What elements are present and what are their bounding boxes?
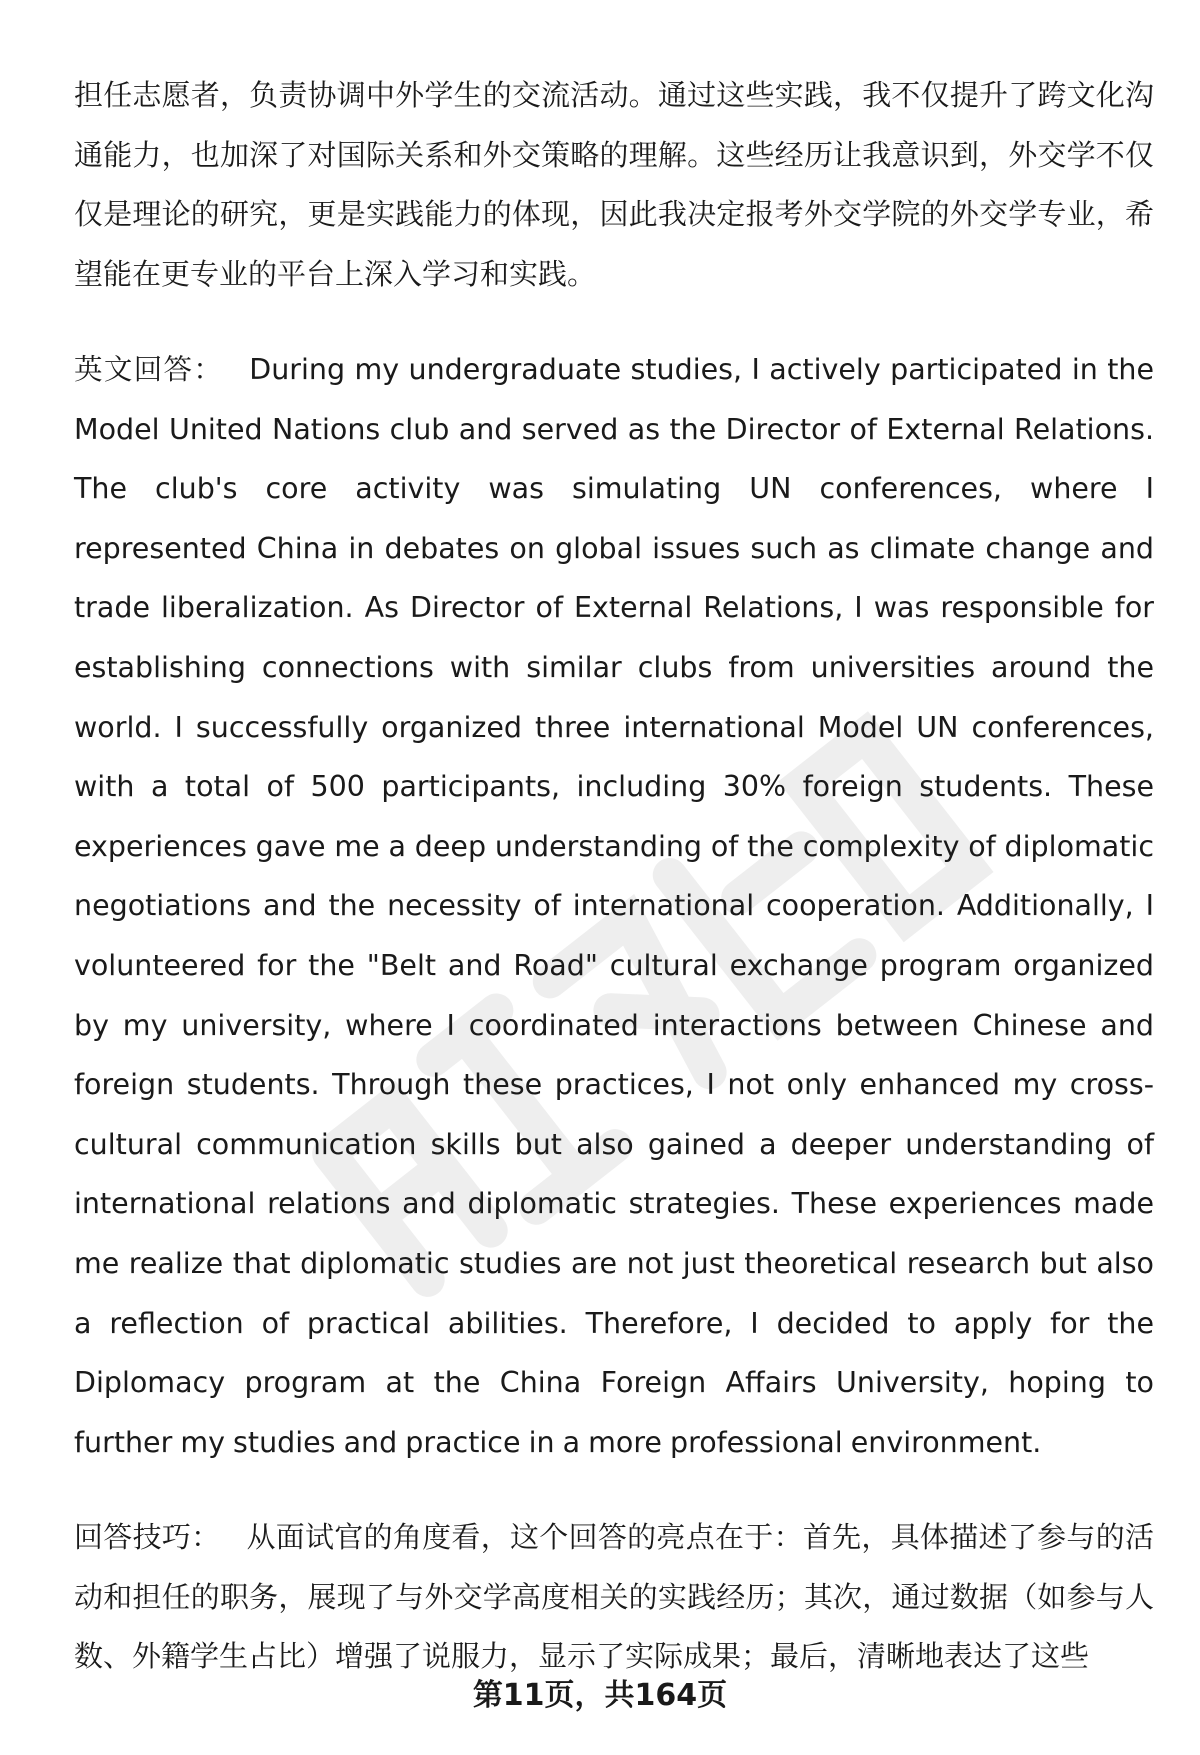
english-answer-label: 英文回答： — [74, 353, 224, 386]
chinese-intro-paragraph: 担任志愿者，负责协调中外学生的交流活动。通过这些实践，我不仅提升了跨文化沟通能力，也加深了对国际关系和外交策略的理解。这些经历让我意识到，外交学不仅仅是理论的研究，更是实践能力的体现，因此我决定报考外交学院的外交学专业，希望能在更专业的平台上深入学习和实践。 — [74, 78, 1154, 291]
answer-tips-text: 从面试官的角度看，这个回答的亮点在于：首先，具体描述了参与的活动和担任的职务，展现了与外交学高度相关的实践经历；其次，通过数据（如参与人数、外籍学生占比）增强了说服力，显示了实际成果；最后，清晰地表达了这些 — [74, 1520, 1154, 1674]
answer-tips-label: 回答技巧： — [74, 1520, 221, 1555]
answer-tips-paragraph — [74, 1508, 1154, 1687]
page-indicator: 第11页，共164页 — [472, 1678, 728, 1713]
english-answer-paragraph — [74, 340, 1154, 1472]
document-body — [74, 66, 1154, 1687]
english-answer-text: During my undergraduate studies, I actively participated in the Model United Nations club and served as the Director of External Relations. The club's core activity was simulating UN conferences, where I represented China in debates on global issues such as climate change and trade liberalization. As Director of External Relations, I was responsible for establishing connections with similar clubs from universities around the world. I successfully organized three international Model UN conferences, with a total of 500 participants, including 30% foreign students. These experiences gave me a deep understanding of the complexity of diplomatic negotiations and the necessity of international cooperation. Additionally, I volunteered for the "Belt and Road" cultural exchange program organized by my university, where I coordinated interactions between Chinese and foreign students. Through these practices, I not only enhanced my cross-cultural communication skills but also gained a deeper understanding of international relations and diplomatic strategies. These experiences made me realize that diplomatic studies are not just theoretical research but also a reflection of practical abilities. Therefore, I decided to apply for the Diplomacy program at the China Foreign Affairs University, hoping to further my studies and practice in a more professional environment. — [74, 353, 1154, 1459]
